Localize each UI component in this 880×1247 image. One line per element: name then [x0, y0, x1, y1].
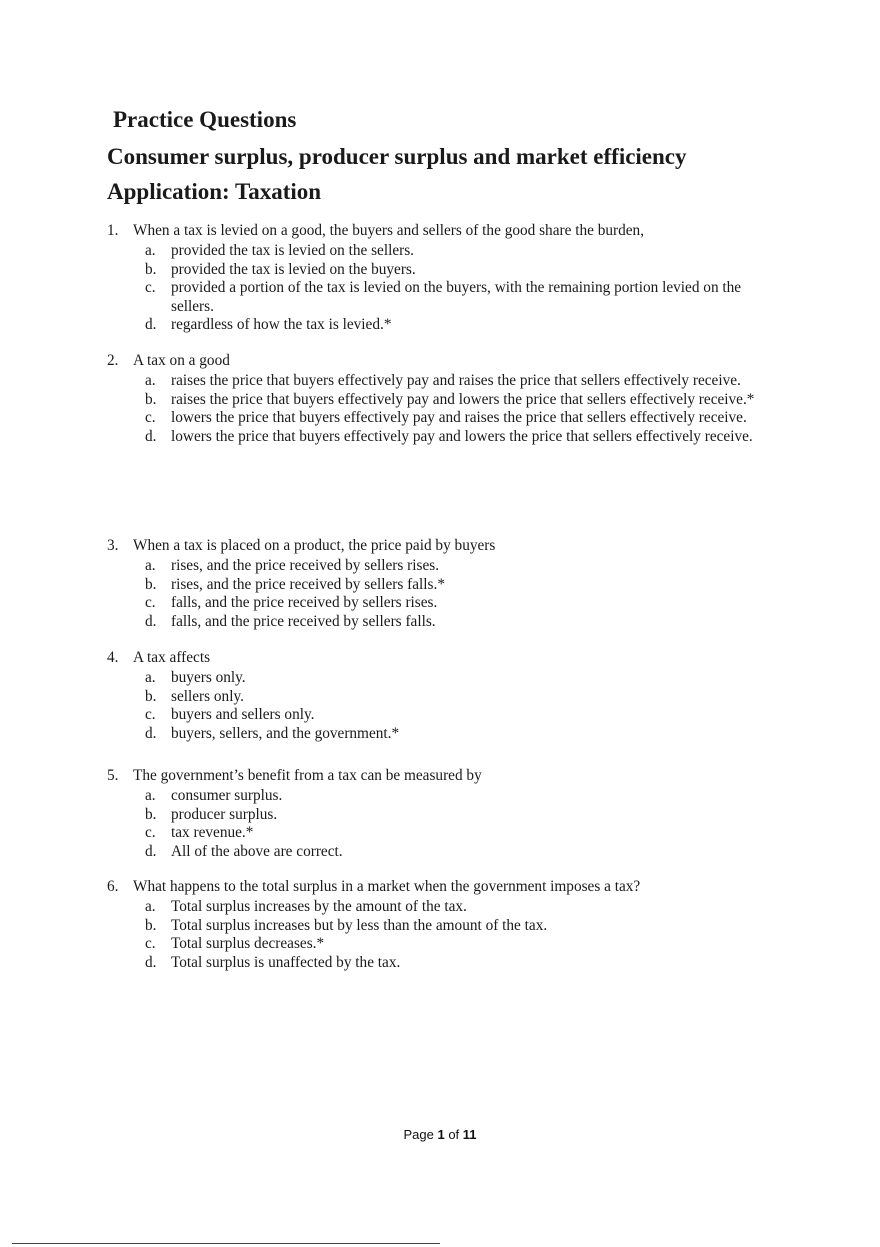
answer-option: [107, 898, 767, 917]
answer-option: [107, 843, 767, 862]
answer-option: [107, 706, 767, 725]
option-text: raises the price that buyers effectively pay and lowers the price that sellers effectively receive.*: [171, 390, 755, 408]
option-text: Total surplus decreases.*: [171, 935, 325, 953]
question-number: 2.: [107, 352, 119, 369]
option-letter: b.: [145, 575, 157, 593]
option-letter: a.: [145, 669, 156, 686]
question-4: [107, 648, 767, 743]
question-1: [107, 221, 767, 335]
practice-questions-heading: Practice Questions: [113, 107, 297, 132]
option-letter: c.: [145, 279, 156, 297]
topic-heading: Consumer surplus, producer surplus and market efficiency: [107, 144, 687, 169]
question-number: 4.: [107, 649, 119, 666]
application-heading: Application: Taxation: [107, 179, 322, 204]
option-letter: d.: [145, 724, 157, 742]
question-text: When a tax is levied on a good, the buyers and sellers of the good share the burden,: [133, 222, 645, 239]
question-6: [107, 877, 767, 972]
option-text: buyers only.: [171, 669, 246, 686]
answer-option: [107, 725, 767, 744]
question-number: 6.: [107, 878, 119, 895]
option-letter: b.: [145, 916, 157, 934]
answer-option: [107, 954, 767, 973]
option-letter: d.: [145, 316, 157, 334]
option-letter: c.: [145, 935, 156, 953]
answer-option: [107, 806, 767, 825]
of-word: of: [448, 1127, 460, 1142]
question-number: 3.: [107, 537, 119, 554]
option-text: lowers the price that buyers effectively pay and raises the price that sellers effectively receive.: [171, 409, 747, 427]
question-text: What happens to the total surplus in a market when the government imposes a tax?: [133, 878, 641, 895]
option-letter: c.: [145, 409, 156, 427]
option-text: producer surplus.: [171, 805, 278, 823]
question-text: A tax on a good: [133, 352, 230, 369]
option-letter: b.: [145, 390, 157, 408]
option-text: regardless of how the tax is levied.*: [171, 316, 392, 334]
option-text: consumer surplus.: [171, 787, 283, 804]
option-text: sellers only.: [171, 687, 244, 705]
question-5: [107, 766, 767, 861]
answer-option: [107, 917, 767, 936]
question-number: 1.: [107, 222, 119, 239]
option-letter: a.: [145, 898, 156, 915]
answer-option: [107, 669, 767, 688]
question-text: The government’s benefit from a tax can be measured by: [133, 767, 482, 784]
answer-option: [107, 576, 767, 595]
answer-option: [107, 316, 767, 335]
total-page-count: 11: [462, 1127, 477, 1142]
answer-option: [107, 391, 767, 410]
option-letter: a.: [145, 557, 156, 574]
current-page-number: 1: [437, 1127, 445, 1142]
answer-option: [107, 428, 767, 447]
option-text: buyers, sellers, and the government.*: [171, 724, 400, 742]
page-word: Page: [403, 1127, 434, 1142]
option-letter: c.: [145, 594, 156, 612]
option-text: raises the price that buyers effectively pay and raises the price that sellers effectively receive.: [171, 372, 741, 389]
option-letter: b.: [145, 687, 157, 705]
option-text: Total surplus is unaffected by the tax.: [171, 953, 401, 971]
question-3: [107, 536, 767, 631]
option-text: Total surplus increases but by less than the amount of the tax.: [171, 916, 548, 934]
page-footer: [0, 1127, 880, 1142]
option-letter: d.: [145, 953, 157, 971]
option-text: lowers the price that buyers effectively pay and lowers the price that sellers effectively receive.: [171, 427, 753, 445]
option-letter: b.: [145, 260, 157, 278]
option-letter: d.: [145, 842, 157, 860]
answer-option: [107, 557, 767, 576]
option-text: All of the above are correct.: [171, 842, 343, 860]
answer-option: [107, 242, 767, 261]
answer-option: [107, 613, 767, 632]
answer-option: [107, 261, 767, 280]
question-text: A tax affects: [133, 649, 211, 666]
answer-option: [107, 787, 767, 806]
option-text: buyers and sellers only.: [171, 706, 315, 724]
option-text: Total surplus increases by the amount of the tax.: [171, 898, 467, 915]
option-text: provided a portion of the tax is levied on the buyers, with the remaining portion levied on the sellers.: [171, 279, 742, 315]
answer-option: [107, 409, 767, 428]
option-letter: c.: [145, 706, 156, 724]
answer-option: [107, 935, 767, 954]
answer-option: [107, 594, 767, 613]
answer-option: [107, 372, 767, 391]
question-number: 5.: [107, 767, 119, 784]
option-text: provided the tax is levied on the sellers.: [171, 242, 414, 259]
option-letter: b.: [145, 805, 157, 823]
option-text: provided the tax is levied on the buyers.: [171, 260, 416, 278]
answer-option: [107, 824, 767, 843]
answer-option: [107, 279, 767, 316]
question-text: When a tax is placed on a product, the price paid by buyers: [133, 537, 496, 554]
option-text: rises, and the price received by sellers falls.*: [171, 575, 445, 593]
answer-option: [107, 688, 767, 707]
option-text: falls, and the price received by sellers rises.: [171, 594, 438, 612]
question-2: [107, 351, 767, 446]
option-text: falls, and the price received by sellers falls.: [171, 612, 436, 630]
footer-divider: [12, 1243, 440, 1244]
option-text: rises, and the price received by sellers rises.: [171, 557, 440, 574]
option-letter: a.: [145, 787, 156, 804]
option-letter: a.: [145, 242, 156, 259]
option-letter: d.: [145, 612, 157, 630]
option-letter: d.: [145, 427, 157, 445]
option-letter: c.: [145, 824, 156, 842]
option-letter: a.: [145, 372, 156, 389]
option-text: tax revenue.*: [171, 824, 254, 842]
